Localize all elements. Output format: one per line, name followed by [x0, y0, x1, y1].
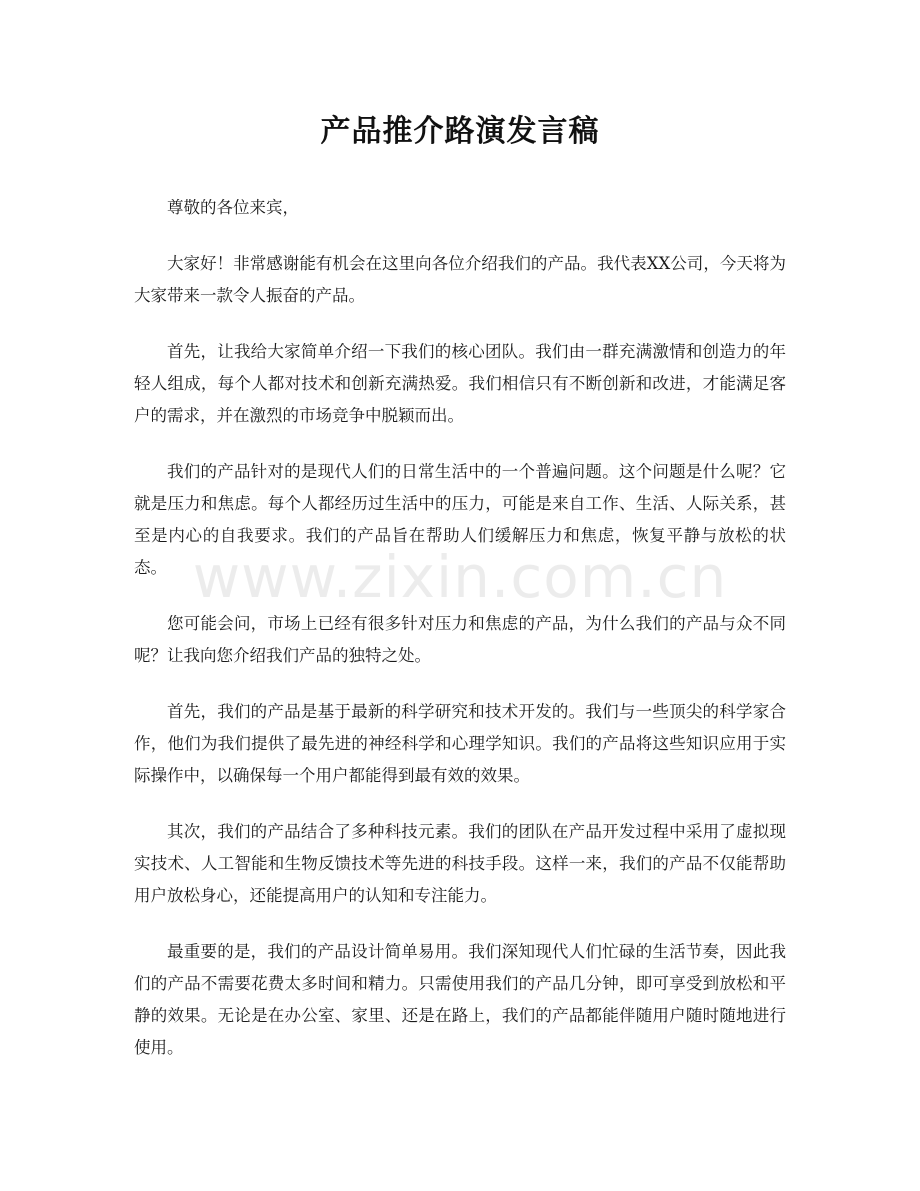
paragraph-science: 首先，我们的产品是基于最新的科学研究和技术开发的。我们与一些顶尖的科学家合作，他们为我们提供了最先进的神经科学和心理学知识。我们的产品将这些知识应用于实际操作中，以确保每一个用户都能得到最有效的效果。 — [134, 702, 786, 785]
paragraph-greeting: 尊敬的各位来宾， — [167, 198, 299, 217]
document-title: 产品推介路演发言稿 — [320, 114, 600, 149]
paragraph-problem: 我们的产品针对的是现代人们的日常生活中的一个普遍问题。这个问题是什么呢？它就是压力和焦虑。每个人都经历过生活中的压力，可能是来自工作、生活、人际关系，甚至是内心的自我要求。我们的产品旨在帮助人们缓解压力和焦虑，恢复平静与放松的状态。 — [134, 462, 786, 577]
paragraph-technology: 其次，我们的产品结合了多种科技元素。我们的团队在产品开发过程中采用了虚拟现实技术、人工智能和生物反馈技术等先进的科技手段。这样一来，我们的产品不仅能帮助用户放松身心，还能提高用户的认知和专注能力。 — [134, 822, 786, 905]
paragraph-team: 首先，让我给大家简单介绍一下我们的核心团队。我们由一群充满激情和创造力的年轻人组成，每个人都对技术和创新充满热爱。我们相信只有不断创新和改进，才能满足客户的需求，并在激烈的市场竞争中脱颖而出。 — [134, 342, 786, 425]
paragraph-introduction: 大家好！非常感谢能有机会在这里向各位介绍我们的产品。我代表XX公司，今天将为大家带来一款令人振奋的产品。 — [134, 254, 786, 305]
paragraph-differentiation: 您可能会问，市场上已经有很多针对压力和焦虑的产品，为什么我们的产品与众不同呢？让我向您介绍我们产品的独特之处。 — [134, 614, 786, 665]
watermark: www.zixin.com.cn — [192, 543, 728, 611]
paragraph-usability: 最重要的是，我们的产品设计简单易用。我们深知现代人们忙碌的生活节奏，因此我们的产品不需要花费太多时间和精力。只需使用我们的产品几分钟，即可享受到放松和平静的效果。无论是在办公室、家里、还是在路上，我们的产品都能伴随用户随时随地进行使用。 — [134, 942, 786, 1057]
